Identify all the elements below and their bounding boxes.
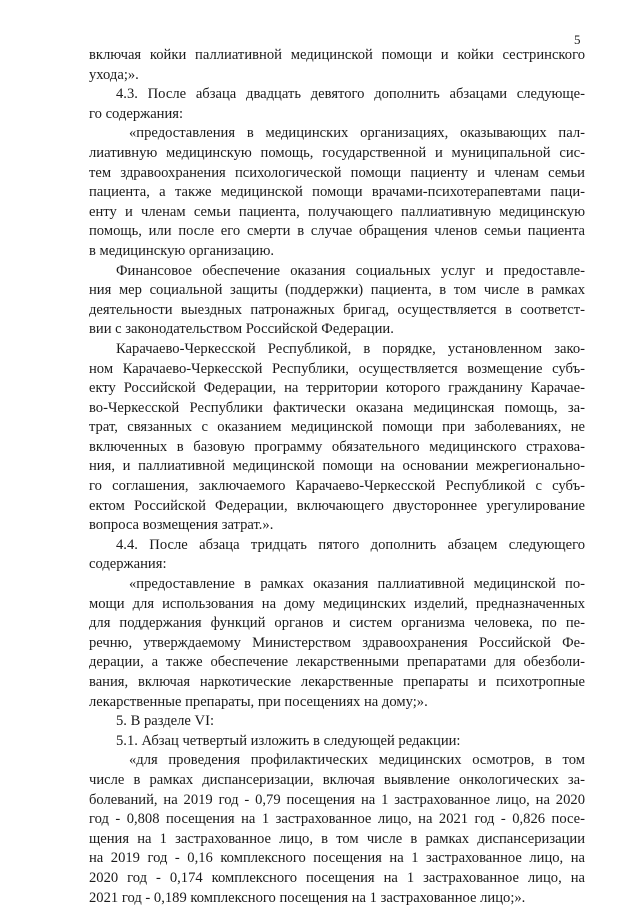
text-line: Финансовое обеспечение оказания социальных услуг и предоставле- (116, 262, 585, 279)
text-line: вии с законодательством Российской Федерации. (89, 321, 394, 338)
text-line: мощи для использования на дому медицинских изделий, предназначенных (89, 595, 585, 612)
text-line: ния мер социальной защиты (поддержки) пациента, в том числе в рамках (89, 282, 585, 299)
text-line: Карачаево-Черкесской Республикой, в порядке, установленном зако- (116, 340, 585, 357)
text-line: в медицинскую организацию. (89, 242, 275, 259)
text-line: лекарственные препараты, при посещениях на дому;». (89, 693, 428, 710)
text-line: для поддержания функций органов и систем организма человека, по пе- (89, 615, 585, 632)
text-line: на 2019 год - 0,16 комплексного посещения на 1 застрахованное лицо, на (89, 850, 585, 867)
text-line: 5.1. Абзац четвертый изложить в следующей редакции: (116, 732, 461, 749)
text-line: вопроса возмещения затрат.». (89, 517, 274, 534)
text-line: ухода;». (89, 66, 139, 83)
text-line: 2020 год - 0,174 комплексного посещения на 1 застрахованное лицо, на (89, 869, 585, 886)
text-line: щения на 1 застрахованное лицо, в том числе в рамках диспансеризации (89, 830, 585, 847)
text-line: включая койки паллиативной медицинской помощи и койки сестринского (89, 47, 585, 63)
text-line: ном Карачаево-Черкесской Республики, осуществляется возмещение субъ- (89, 360, 585, 377)
text-line: дерации, а также обеспечение лекарственными препаратами для обезболи- (89, 654, 585, 671)
text-line: деятельности выездных патронажных бригад, осуществляется в соответст- (89, 301, 585, 318)
text-line: пациента, а также медицинской помощи врачами-психотерапевтами паци- (89, 184, 585, 201)
text-line: тем здравоохранения психологической помощи пациенту и членам семьи (89, 164, 585, 181)
text-line: «для проведения профилактических медицинских осмотров, в том (129, 752, 585, 769)
text-line: лиативную медицинскую помощь, государственной и муниципальной сис- (89, 144, 585, 161)
text-line: включенных в базовую программу обязательного медицинского страхова- (89, 438, 585, 455)
text-line: ния, и паллиативной медицинской помощи на основании межрегионально- (89, 458, 585, 475)
text-line: го соглашения, заключаемого Карачаево-Черкесской Республикой с субъ- (89, 478, 585, 495)
text-line: во-Черкесской Республики фактически оказана медицинская помощь, за- (89, 399, 585, 416)
text-line: содержания: (89, 556, 167, 573)
text-line: екту Российской Федерации, на территории которого гражданину Карачае- (89, 380, 585, 397)
text-line: енту и членам семьи пациента, получающего паллиативную медицинскую (89, 203, 585, 220)
text-line: 4.3. После абзаца двадцать девятого дополнить абзацами следующе- (116, 86, 585, 103)
text-line: 4.4. После абзаца тридцать пятого дополнить абзацем следующего (116, 536, 585, 553)
page-number: 5 (574, 32, 581, 47)
text-line: ектом Российской Федерации, включающего двустороннее урегулирование (89, 497, 585, 514)
text-line: числе в рамках диспансеризации, включая выявление онкологических за- (89, 771, 585, 788)
text-line: го содержания: (89, 105, 184, 122)
text-line: помощь, или после его смерти в случае обращения членов семьи пациента (89, 223, 585, 240)
text-line: речню, утверждаемому Министерством здравоохранения Российской Фе- (89, 634, 585, 651)
text-line: болеваний, на 2019 год - 0,79 посещения на 1 застрахованное лицо, на 2020 (89, 791, 585, 808)
text-line: «предоставление в рамках оказания паллиативной медицинской по- (129, 576, 585, 593)
text-line: 5. В разделе VI: (116, 713, 215, 730)
text-line: вания, включая наркотические лекарственные препараты и психотропные (89, 674, 585, 690)
text-line: «предоставления в медицинских организациях, оказывающих пал- (129, 125, 585, 142)
text-line: год - 0,808 посещения на 1 застрахованное лицо, на 2021 год - 0,826 посе- (89, 811, 585, 828)
document-body (89, 46, 585, 908)
text-line: трат, связанных с оказанием медицинской помощи при заболеваниях, не (89, 419, 585, 436)
text-line: 2021 год - 0,189 комплексного посещения на 1 застрахованное лицо;». (89, 889, 526, 906)
